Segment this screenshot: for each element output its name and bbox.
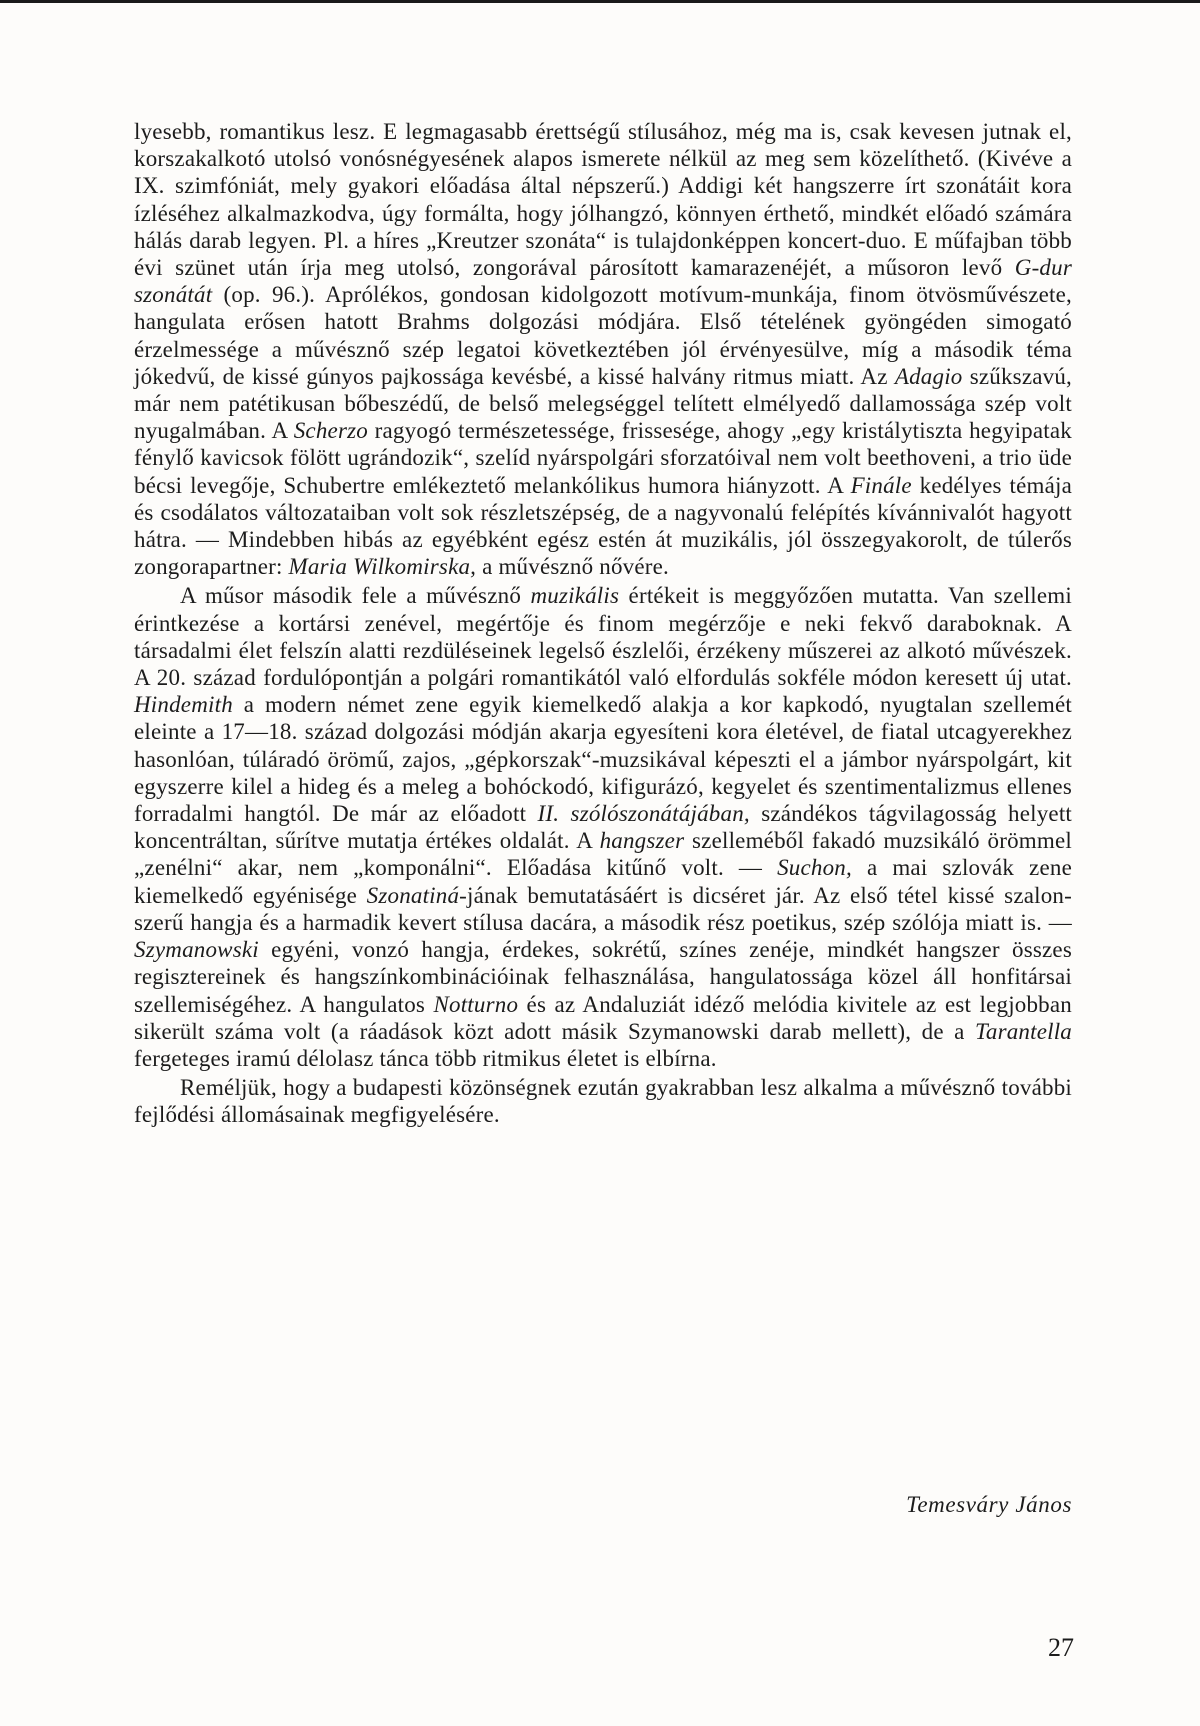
p1-italic-wilkomirska: Maria Wilkomirska,: [288, 554, 477, 580]
p1-text-2: (op. 96.). Aprólékos, gondosan kidolgozott motívum-munkája, finom ötvösművészete, hangulata erősen hatott Brahms dolgozási módjára. Első tételének gyöngéden simogató érzelmessége a művésznő szép legatoi következtében jól érvényesülve, míg a második téma jókedvű, de kissé gúnyos pajkossága kevésbé, a kissé halvány ritmus miatt. Az: [134, 282, 1072, 389]
p2-italic-szonatina: Szonatiná: [366, 882, 460, 908]
p2-italic-notturno: Notturno: [433, 991, 519, 1017]
p2-italic-szoloszonata: II. szólószonátájában,: [537, 801, 750, 827]
p2-text-5: szelleméből fakadó muzsikáló örömmel „zenélni“ akar, nem „komponálni“. Előadása kitűnő volt. —: [134, 828, 1072, 881]
paragraph-3: Reméljük, hogy a budapesti közönségnek ezután gyakrabban lesz alkalma a művésznő további fejlődési állomásainak megfigyelésére.: [134, 1075, 1072, 1128]
p2-text-6: a mai szlovák zene kiemelkedő egyénisége: [134, 855, 1072, 908]
p1-italic-finale: Finále: [850, 472, 912, 498]
article-body: [134, 118, 1072, 1129]
p1-italic-scherzo: Scherzo: [293, 418, 368, 444]
p1-text-5: kedélyes témája és csodálatos változataiban volt sok részletszépség, de a nagyvonalú felépítés kívánnivalót hagyott hátra. — Mindebben hibás az egyébként egész estén át muzikális, jól összegyakorolt, de túlerős zongorapartner:: [134, 472, 1073, 580]
p2-text-8: egyéni, vonzó hangja, érdekes, sokrétű, színes zenéje, mindkét hangszer összes regisztereinek és hangszínkombinációinak felhasználása, hangulatossága közel áll honfitársai szellemiségéhez. A hangulatos: [134, 937, 1072, 1017]
p2-italic-suchon: Suchon,: [777, 855, 852, 881]
p1-text-4: ragyogó természetessége, frissesége, ahogy „egy kristálytiszta hegyipatak fénylő kavicsok fölött ugrándozik“, szelíd nyárspolgári sforzatóival nem volt beethoveni, a trio üde bécsi levegője, Schubertre emlékeztető melankólikus humora hiányzott. A: [134, 418, 1072, 498]
p2-italic-szymanowski: Szymanowski: [134, 937, 259, 963]
p2-text-9: és az Andaluziát idéző melódia kivitele az est legjobban sikerült száma volt (a ráadások közt adott másik Szymanowski darab mellett), de a: [134, 991, 1072, 1044]
p2-italic-hindemith: Hindemith: [134, 692, 233, 718]
p2-italic-muzikalis: muzikális: [530, 583, 620, 609]
p2-italic-hangszer: hangszer: [599, 828, 685, 854]
author-signature: Temesváry János: [906, 1492, 1072, 1517]
p2-text-3: a modern német zene egyik kiemelkedő alakja a kor kapkodó, nyugtalan szellemét eleinte a 17—18. század dolgozási módján akarja egyesíteni kora életével, de fiatal utcagyerekhez hasonlóan, túláradó örömű, zajos, „gépkorszak“-muzsikával képeszti el a jámbor nyárspolgárt, kit egyszerre kilel a hideg és a meleg a bohóckodó, kifigurázó, kegyelet és szentimentalizmus ellenes forradalmi hangtól. De már az előadott: [134, 692, 1072, 827]
paragraph-2: [134, 582, 1072, 1072]
top-border: [0, 0, 1200, 3]
p2-text-7: -jának bemutatásáért is dicséret jár. Az első tétel kissé szalon-szerű hangja és a harmadik kevert stílusa dacára, a második rész poetikus, szép szólója miatt is. —: [134, 882, 1072, 935]
p1-text-6: a művésznő nővére.: [476, 554, 669, 580]
p2-text-10: fergeteges iramú délolasz tánca több ritmikus életet is elbírna.: [134, 1045, 717, 1071]
p2-text-4: szándékos tágvilagosság helyett koncentráltan, sűrítve mutatja értékes oldalát. A: [134, 801, 1073, 854]
p1-italic-gdur: G-dur szonátát: [134, 255, 1072, 308]
p2-text-1: A műsor második fele a művésznő: [180, 583, 531, 609]
paragraph-1: [134, 118, 1072, 580]
p1-text-1: lyesebb, romantikus lesz. E legmagasabb érettségű stílusához, még ma is, csak kevesen jutnak el, korszakalkotó utolsó vonósnégyesének alapos ismerete nélkül az meg sem közelíthető. (Kivéve a IX. szimfóniát, mely gyakori előadása által népszerű.) Addigi két hangszerre írt szonátáit kora ízléséhez alkalmazkodva, úgy formálta, hogy jólhangzó, könnyen érthető, mindkét előadó számára hálás darab legyen. Pl. a híres „Kreutzer szonáta“ is tulajdonképpen koncert-duo. E műfajban több évi szünet után írja meg utolsó, zongorával párosított kamarazenéjét, a műsoron levő: [134, 119, 1072, 281]
p1-italic-adagio: Adagio: [894, 363, 963, 389]
p1-text-3: szűkszavú, már nem patétikusan bőbeszédű, de belső melegséggel telített elmélyedő dallamossága szép volt nyugalmában. A: [134, 363, 1072, 444]
p2-italic-tarantella: Tarantella: [974, 1018, 1072, 1044]
page-number: 27: [1048, 1633, 1074, 1662]
p2-text-2: értékeit is meggyőzően mutatta. Van szellemi érintkezése a kortársi zenével, megértője és finom megérzője e neki fekvő daraboknak. A társadalmi élet felszín alatti rezdüléseinek legelső észlelői, érzékeny műszerei az alkotó művészek. A 20. század fordulópontján a polgári romantikától való elfordulás sokféle módon keresett új utat.: [134, 583, 1072, 691]
